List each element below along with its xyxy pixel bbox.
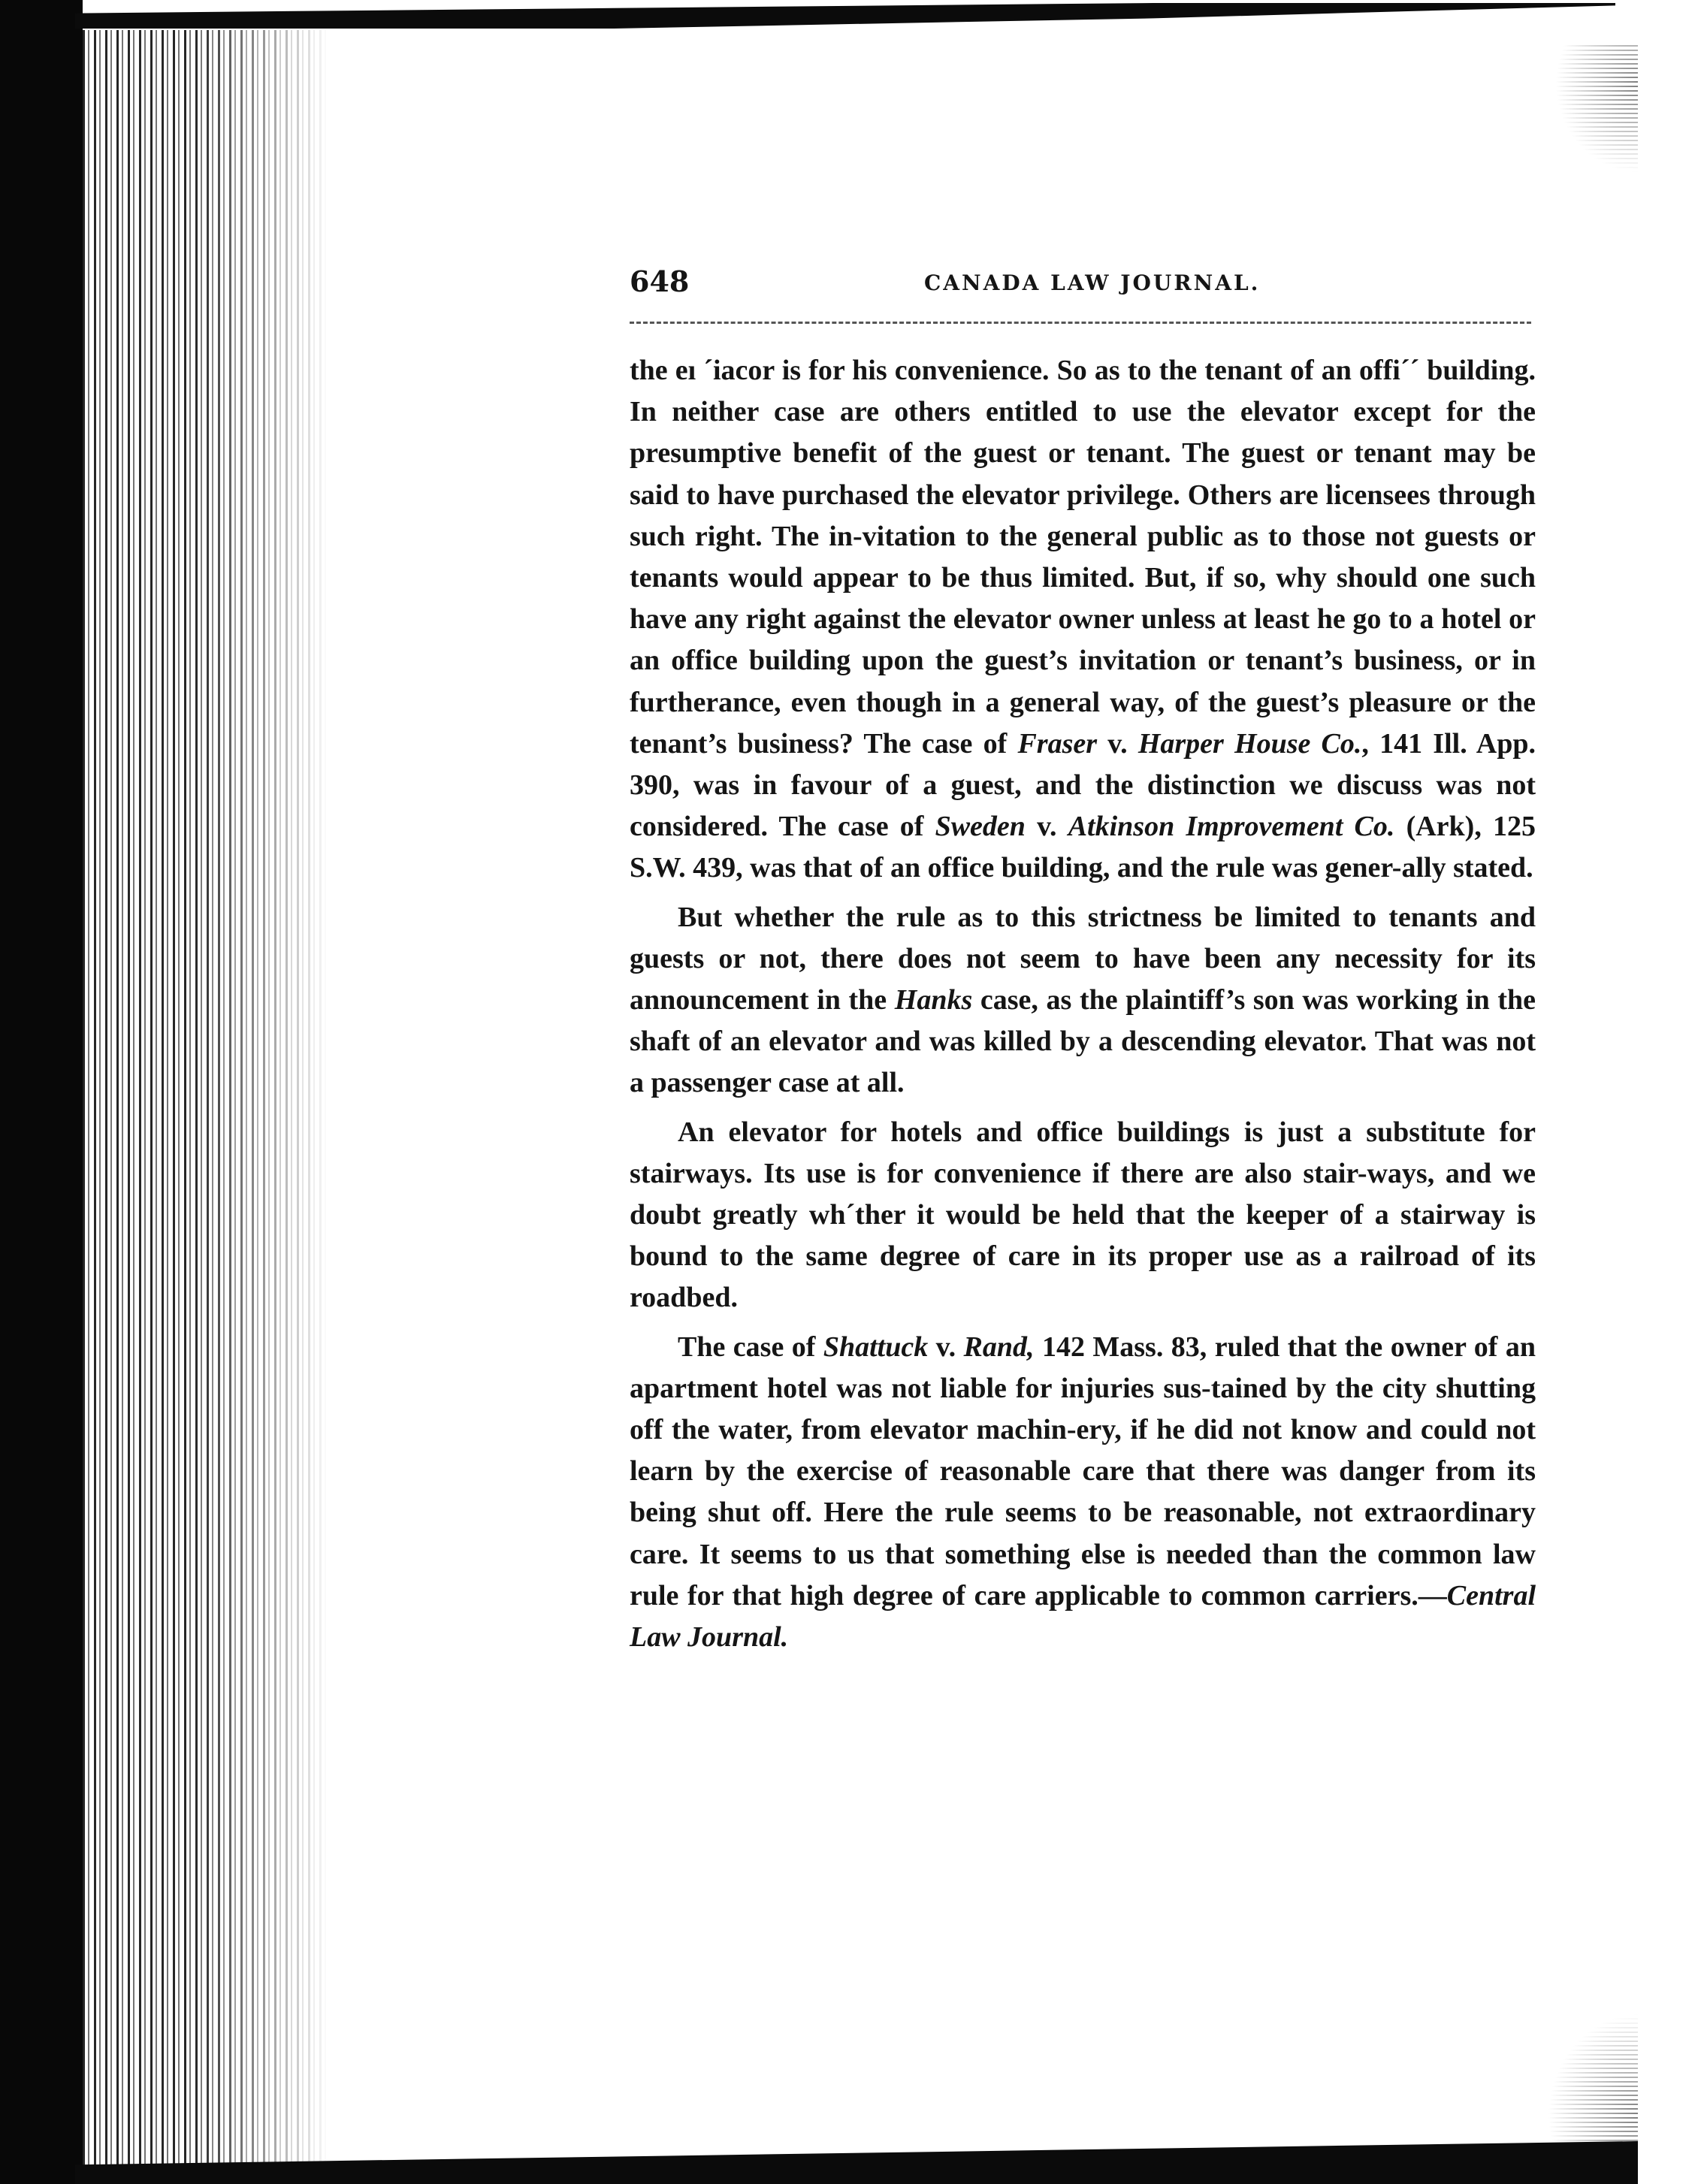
text-run: , 141 Ill. App. 390, was in favour of a guest, and the distinction we discuss was not considered. The case of [630,727,1536,843]
page-header [630,264,1531,310]
text-run: v. [1097,727,1138,760]
text-run: the eı ´іасor is for his convenience. So as to the tenant of an offi´´ building. In neither case are others entitled to use the elevator except for the presumptive benefit of the guest or tenant. The guest or tenant may be said to have purchased the elevator privilege. Others are licensees through such right. The in-vitation to the general public as to those not guests or tenants would appear to be thus limited. But, if so, why should one such have any right against the elevator owner unless at least he go to a hotel or an office building upon the guest’s invitation or tenant’s business, or in furtherance, even though in a general way, of the guest’s pleasure or the tenant’s business? The case of [630,355,1536,760]
page-corner-shadow-top [1555,45,1638,173]
italic-citation: Rand, [963,1331,1035,1363]
italic-citation: Sweden [935,811,1026,843]
header-rule [630,322,1531,324]
italic-citation: Atkinson Improvement Co. [1068,811,1395,843]
page-corner-shadow-bottom [1548,2013,1638,2141]
text-run: But whether the rule as to this strictness be limited to tenants and guests or not, there does not seem to have been any necessity for its announcement in the [630,901,1536,1016]
text-run: 142 Mass. 83, ruled that the owner of an apartment hotel was not liable for injuries sus-tained by the city shutting off the water, from elevator machin-ery, if he did not know and could not learn by the exercise of reasonable care that there was danger from its being shut off. Here the rule seems to be reasonable, not extraordinary care. It seems to us that something else is needed than the common law rule for that high degree of care applicable to common carriers.— [630,1331,1536,1612]
italic-citation: Harper House Co. [1137,727,1362,760]
text-run: v. [1025,811,1068,843]
paragraph [630,897,1536,1104]
text-run: case, as the plaintiff’s son was working in the shaft of an elevator and was killed by a descending elevator. That was not a passenger case at all. [630,984,1536,1099]
italic-citation: Shattuck [823,1331,929,1363]
scan-dark-border-left [0,0,83,2184]
italic-citation: Fraser [1017,727,1098,760]
text-run: The case of [678,1331,823,1363]
paragraph [630,350,1536,890]
page-number: 648 [630,264,690,298]
paragraph [630,1112,1536,1319]
paragraph [630,1327,1536,1659]
article-body [630,350,1536,1658]
text-run: v. [928,1331,964,1363]
text-run: (Ark), 125 S.W. 439, was that of an office building, and the rule was gener-ally stated. [630,811,1536,884]
running-title: CANADA LAW JOURNAL. [924,270,1261,295]
italic-citation: Central Law Journal. [630,1579,1536,1654]
book-spine-shadow [83,30,331,2171]
scan-dark-border-top [75,3,1615,29]
italic-citation: Hanks [894,984,973,1016]
text-run: An elevator for hotels and office buildings is just a substitute for stairways. Its use is for convenience if there are also stair-ways, and we doubt greatly wh´ther it would be held that the keeper of a stairway is bound to the same degree of care in its proper use as a railroad of its roadbed. [630,1116,1536,1314]
